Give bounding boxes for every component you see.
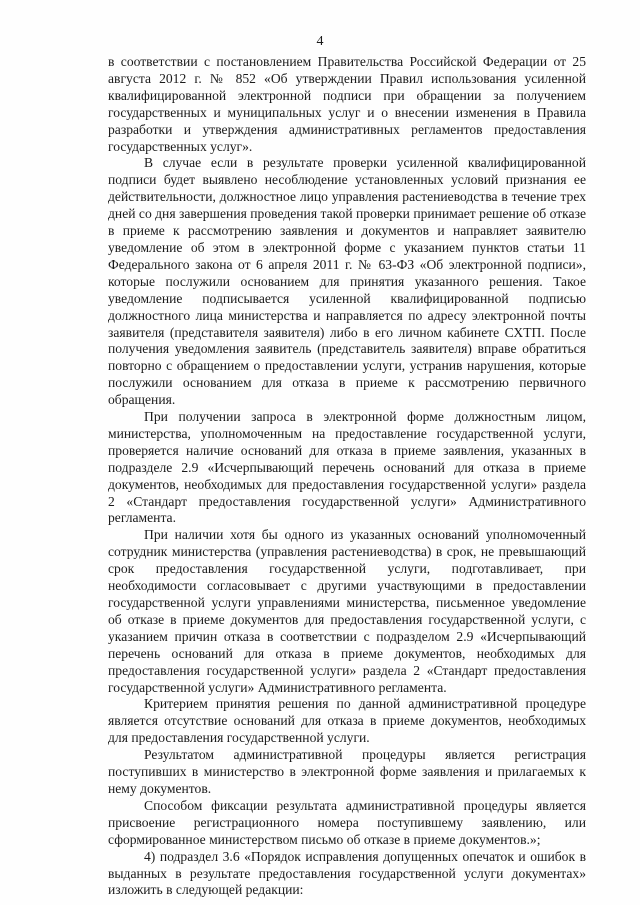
paragraph-5: Критерием принятия решения по данной административной процедуре является отсутствие оснований для отказа в приеме документов, необходимых для предоставления государственной услуги. [108,696,586,746]
paragraph-8: 4) подраздел 3.6 «Порядок исправления допущенных опечаток и ошибок в выданных в результате предоставления государственной услуги документах» изложить в следующей редакции: [108,848,586,898]
paragraph-2: В случае если в результате проверки усиленной квалифицированной подписи будет выявлено несоблюдение установленных условий признания ее действительности, должностное лицо управления растениеводства в течение трех дней со дня завершения проведения такой проверки принимает решение об отказе в приеме к рассмотрению заявления и документов и направляет заявителю уведомление об этом в электронной форме с указанием пунктов статьи 11 Федерального закона от 6 апреля 2011 г. № 63-ФЗ «Об электронной подписи», которые послужили основанием для принятия указанного решения. Такое уведомление подписывается усиленной квалифицированной подписью должностного лица министерства и направляется по адресу электронной почты заявителя (представителя заявителя) либо в его личном кабинете СХТП. После получения уведомления заявитель (представитель заявителя) вправе обратиться повторно с обращением о предоставлении услуги, устранив нарушения, которые послужили основанием для отказа в приеме к рассмотрению первичного обращения. [108,155,586,408]
paragraph-7: Способом фиксации результата административной процедуры является присвоение регистрационного номера поступившему заявлению, или сформированное министерством письмо об отказе в приеме документов.»; [108,797,586,847]
paragraph-3: При получении запроса в электронной форме должностным лицом, министерства, уполномоченным на предоставление государственной услуги, проверяется наличие оснований для отказа в приеме заявления, указанных в подразделе 2.9 «Исчерпывающий перечень оснований для отказа в приеме документов, необходимых для предоставления государственной услуги» раздела 2 «Стандарт предоставления государственной услуги» Административного регламента. [108,409,586,526]
paragraph-4: При наличии хотя бы одного из указанных оснований уполномоченный сотрудник министерства (управления растениеводства) в срок, не превышающий срок предоставления государственной услуги, подготавливает, при необходимости согласовывает с другими участвующими в предоставлении государственной услуги управлениями министерства, письменное уведомление об отказе в приеме документов для предоставления государственной услуги, с указанием причин отказа в соответствии с подразделом 2.9 «Исчерпывающий перечень оснований для отказа в приеме документов, необходимых для предоставления государственной услуги» раздела 2 «Стандарт предоставления государственной услуги» Административного регламента. [108,527,586,695]
paragraph-6: Результатом административной процедуры является регистрация поступивших в министерство в электронной форме заявления и прилагаемых к нему документов. [108,747,586,796]
document-body [108,54,586,899]
paragraph-1: в соответствии с постановлением Правительства Российской Федерации от 25 августа 2012 г. № 852 «Об утверждении Правил использования усиленной квалифицированной электронной подписи при обращении за получением государственных и муниципальных услуг и о внесении изменения в Правила разработки и утверждения административных регламентов предоставления государственных услуг». [108,54,586,154]
page-number: 4 [316,34,324,49]
